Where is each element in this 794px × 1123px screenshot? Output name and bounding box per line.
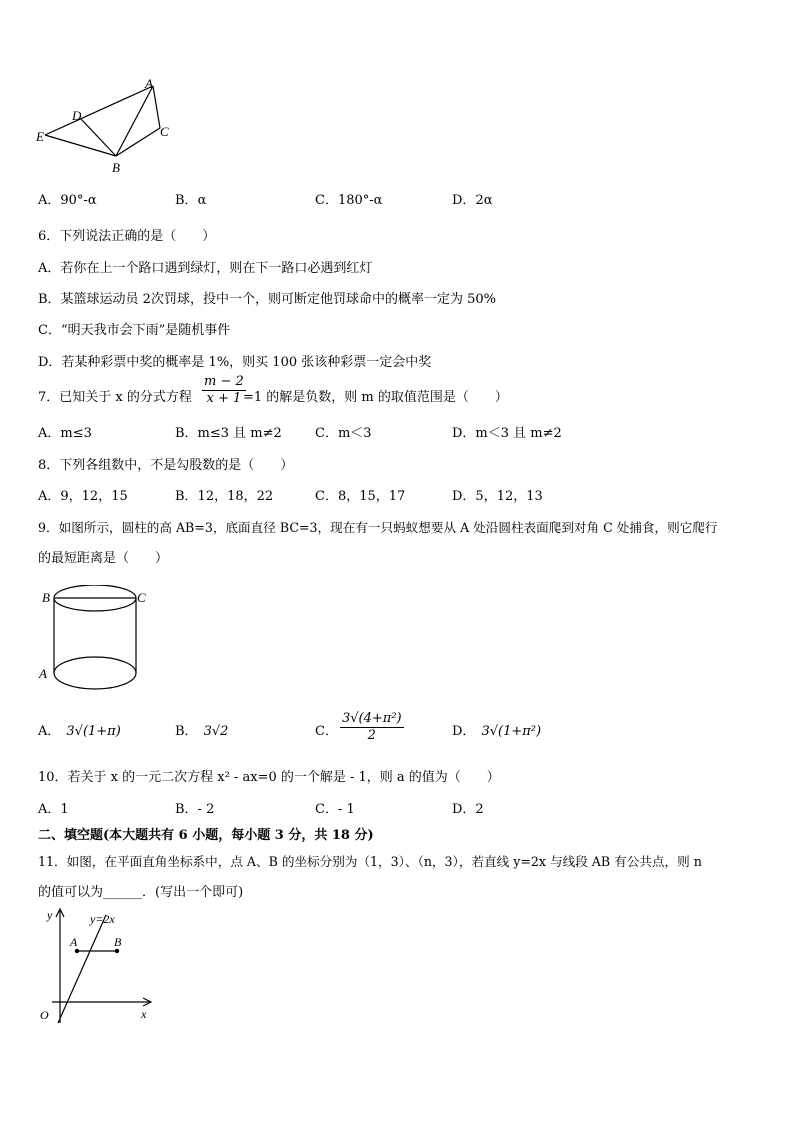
q7-option-d: D．m＜3 且 m≠2 (452, 426, 562, 441)
q9-option-a: A． 3√(1+π) (38, 724, 121, 739)
q9-option-a-expr: 3√(1+π) (66, 724, 121, 739)
q5-option-b: B．α (175, 193, 207, 208)
q6-option-c: C．“明天我市会下雨”是随机事件 (38, 323, 231, 338)
q8-option-c: C．8，15，17 (315, 489, 406, 504)
q9-option-d-expr: 3√(1+π²) (481, 724, 542, 739)
q9-stem-line2: 的最短距离是（ ） (38, 551, 169, 566)
q7-stem-prefix: 7．已知关于 x 的分式方程 (38, 390, 192, 405)
cylinder-bottom-ellipse (54, 657, 136, 689)
q7-frac-numerator: m − 2 (204, 374, 244, 389)
point-A (75, 949, 79, 953)
label-B: B (42, 590, 50, 605)
label-y: y (47, 908, 53, 922)
line-AB (116, 86, 153, 156)
q8-stem: 8．下列各组数中，不是勾股数的是（ ） (38, 458, 294, 473)
q11-coordinate-figure (36, 905, 166, 1030)
q5-triangle-figure (30, 74, 180, 178)
q9-option-b: B． 3√2 (175, 724, 229, 739)
line-EA (45, 86, 153, 135)
q9-cylinder-figure (36, 585, 156, 695)
q6-option-d: D．若某种彩票中奖的概率是 1%，则买 100 张该种彩票一定会中奖 (38, 355, 432, 370)
label-B: B (112, 160, 120, 175)
label-y-equals-2x: y=2x (90, 912, 115, 926)
section-heading-fill-in: 二、填空题(本大题共有 6 小题，每小题 3 分，共 18 分) (38, 828, 374, 843)
line-y-2x (58, 915, 106, 1023)
q5-option-d: D．2α (452, 193, 493, 208)
q8-option-a: A．9，12，15 (38, 489, 128, 504)
label-E: E (36, 129, 44, 144)
q9-option-d: D． 3√(1+π²) (452, 724, 542, 739)
q8-option-b: B．12，18，22 (175, 489, 274, 504)
q9-option-b-expr: 3√2 (203, 724, 229, 739)
q9-option-c-fraction (340, 711, 404, 744)
q7-fraction (202, 374, 246, 407)
q9-option-c-numerator: 3√(4+π²) (342, 711, 402, 726)
label-C: C (160, 124, 169, 139)
q9-stem-line1: 9．如图所示，圆柱的高 AB=3，底面直径 BC=3，现在有一只蚂蚁想要从 A 处沿圆柱表面爬到对角 C 处捕食，则它爬行 (38, 520, 718, 535)
q10-stem: 10．若关于 x 的一元二次方程 x² - ax=0 的一个解是 - 1，则 a 的值为（ ） (38, 770, 500, 785)
q7-frac-denominator: x + 1 (206, 391, 242, 406)
q10-option-c: C．- 1 (315, 802, 355, 817)
q10-option-b: B．- 2 (175, 802, 215, 817)
line-CB (116, 128, 160, 156)
label-D: D (72, 108, 82, 123)
q11-stem-line1: 11．如图，在平面直角坐标系中，点 A、B 的坐标分别为（1，3）、（n，3），若直线 y=2x 与线段 AB 有公共点，则 n (38, 854, 702, 869)
label-x: x (141, 1007, 147, 1021)
q7-option-b: B．m≤3 且 m≠2 (175, 426, 282, 441)
q11-stem-line2: 的值可以为______．(写出一个即可) (38, 885, 244, 900)
q6-option-b: B．某篮球运动员 2次罚球，投中一个，则可断定他罚球命中的概率一定为 50% (38, 292, 496, 307)
q6-stem: 6．下列说法正确的是（ ） (38, 229, 216, 244)
label-A: A (39, 666, 47, 681)
label-B: B (114, 935, 122, 949)
q5-option-c: C．180°-α (315, 193, 383, 208)
q8-option-d: D．5，12，13 (452, 489, 543, 504)
q6-option-a: A．若你在上一个路口遇到绿灯，则在下一路口必遇到红灯 (38, 261, 373, 276)
q10-option-a: A．1 (38, 802, 69, 817)
q9-option-c: C． (315, 724, 338, 739)
q7-stem-suffix: =1 的解是负数，则 m 的取值范围是（ ） (243, 390, 508, 405)
point-B (115, 949, 119, 953)
q9-option-c-denominator: 2 (367, 728, 376, 743)
label-A: A (70, 935, 78, 949)
label-A: A (145, 76, 153, 91)
label-O: O (40, 1008, 49, 1022)
q5-option-a: A．90°-α (38, 193, 97, 208)
q7-option-c: C．m＜3 (315, 426, 372, 441)
q7-option-a: A．m≤3 (38, 426, 92, 441)
q10-option-d: D．2 (452, 802, 484, 817)
line-AC (153, 86, 160, 128)
label-C: C (137, 590, 146, 605)
